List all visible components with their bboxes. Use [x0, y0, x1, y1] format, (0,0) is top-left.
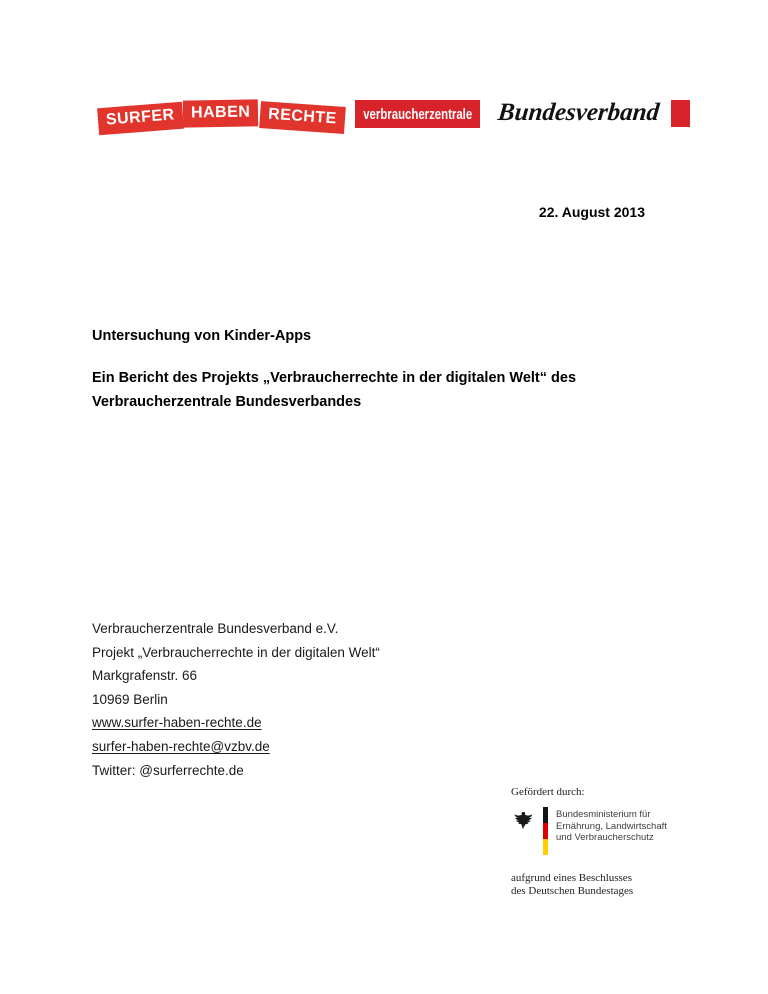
bmelv-logo — [511, 807, 667, 855]
ministry-line-1: Bundesministerium für — [556, 809, 651, 820]
flag-black-band — [543, 807, 548, 823]
report-subtitle — [92, 366, 576, 414]
flag-red-band — [543, 823, 548, 839]
funding-note-line-1: aufgrund eines Beschlusses — [511, 872, 632, 884]
contact-website-line — [92, 711, 380, 735]
report-title: Untersuchung von Kinder-Apps — [92, 328, 312, 344]
contact-city: 10969 Berlin — [92, 691, 168, 707]
contact-org: Verbraucherzentrale Bundesverband e.V. — [92, 621, 339, 636]
ministry-line-3: und Verbraucherschutz — [556, 832, 654, 843]
funding-note — [511, 872, 667, 897]
funding-block — [511, 786, 667, 897]
flag-gold-band — [543, 839, 548, 855]
flag-stripe-icon — [543, 807, 548, 855]
contact-twitter: Twitter: @surferrechte.de — [92, 762, 244, 778]
verbraucherzentrale-label: verbraucherzentrale — [363, 105, 472, 123]
bundesverband-script: Bundesverband — [496, 99, 661, 126]
subtitle-line-2: Verbraucherzentrale Bundesverbandes — [92, 394, 362, 410]
document-date: 22. August 2013 — [538, 204, 645, 220]
logo-word-haben: HABEN — [183, 99, 259, 127]
logo-word-rechte: RECHTE — [259, 101, 345, 134]
verbraucherzentrale-wordmark — [355, 100, 480, 128]
contact-street: Markgrafenstr. 66 — [92, 668, 198, 684]
contact-project: Projekt „Verbraucherrechte in der digitalen Welt“ — [92, 644, 380, 660]
red-square-mark — [671, 100, 690, 127]
logo-word-surfer: SURFER — [97, 102, 184, 136]
contact-block — [92, 617, 380, 782]
funding-label: Gefördert durch: — [511, 786, 585, 798]
contact-email-line — [92, 735, 380, 759]
ministry-name — [556, 807, 667, 855]
header-logo-bar — [98, 96, 698, 146]
federal-eagle-icon — [511, 810, 535, 832]
ministry-line-2: Ernährung, Landwirtschaft — [556, 820, 667, 832]
email-link[interactable]: surfer-haben-rechte@vzbv.de — [92, 738, 270, 754]
website-link[interactable]: www.surfer-haben-rechte.de — [92, 715, 262, 731]
funding-note-line-2: des Deutschen Bundestages — [511, 884, 634, 897]
subtitle-line-1: Ein Bericht des Projekts „Verbraucherrechte in der digitalen Welt“ des — [92, 370, 577, 386]
